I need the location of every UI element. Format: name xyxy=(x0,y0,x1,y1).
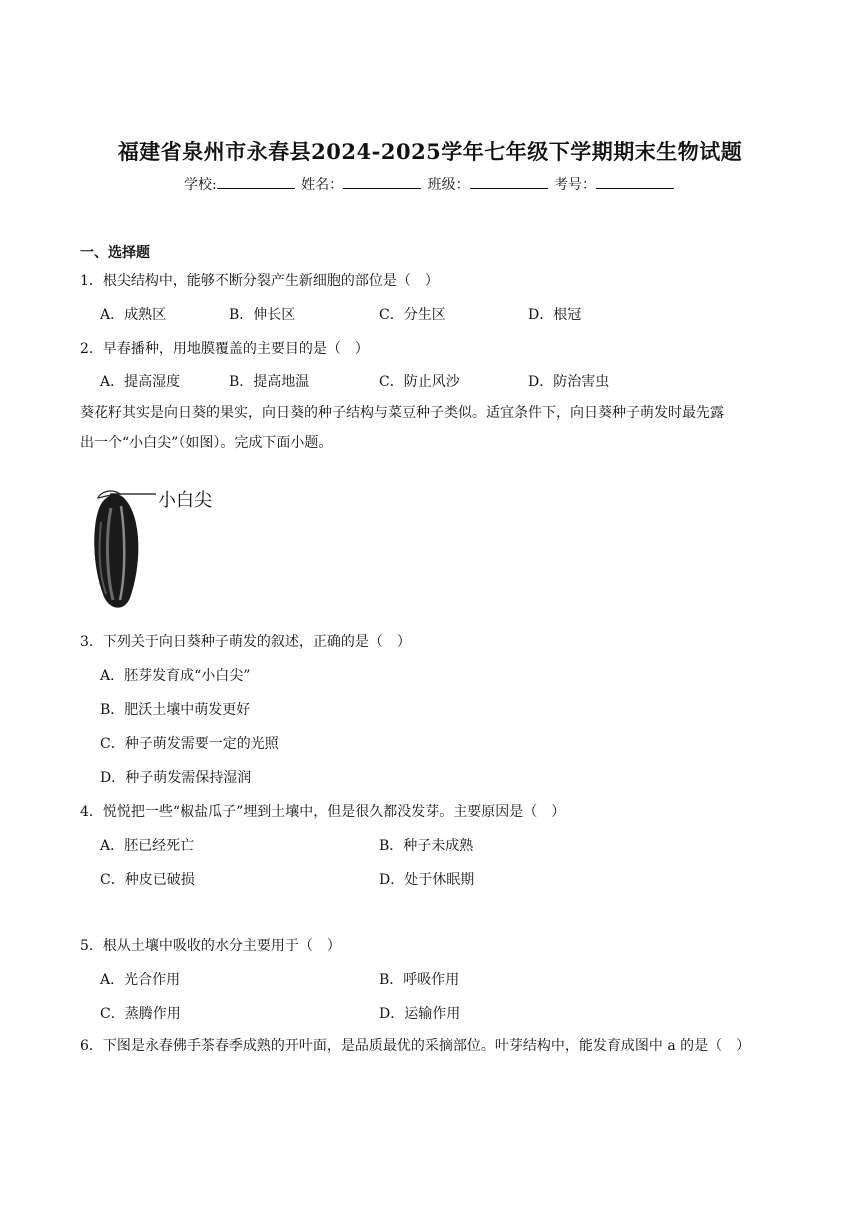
info-label-school: 学校: xyxy=(183,177,217,193)
question-5-stem: 5．根从土壤中吸收的水分主要用于（ ） xyxy=(80,938,341,954)
q3-option-b[interactable]: B．肥沃土壤中萌发更好 xyxy=(100,702,251,718)
q1-option-b[interactable]: B．伸长区 xyxy=(229,307,296,323)
figure-label-white-tip: 小白尖 xyxy=(158,490,212,511)
q4-option-c[interactable]: C．种皮已破损 xyxy=(100,872,195,888)
q2-option-b[interactable]: B．提高地温 xyxy=(229,374,310,390)
section-heading: 一、选择题 xyxy=(80,245,150,261)
sunflower-seed-figure xyxy=(84,472,234,617)
passage-line-1: 葵花籽其实是向日葵的果实，向日葵的种子结构与菜豆种子类似。适宜条件下，向日葵种子萌发时最先露 xyxy=(80,405,724,421)
student-info-line xyxy=(0,174,860,194)
q5-option-d[interactable]: D．运输作用 xyxy=(379,1006,461,1022)
question-3-stem: 3．下列关于向日葵种子萌发的叙述，正确的是（ ） xyxy=(80,634,411,650)
q3-option-c[interactable]: C．种子萌发需要一定的光照 xyxy=(100,736,279,752)
q4-option-d[interactable]: D．处于休眠期 xyxy=(379,872,475,888)
question-4-stem: 4．悦悦把一些“椒盐瓜子”埋到土壤中，但是很久都没发芽。主要原因是（ ） xyxy=(80,804,566,820)
school-blank[interactable] xyxy=(217,176,295,189)
exam-id-blank[interactable] xyxy=(596,176,674,189)
q1-option-a[interactable]: A．成熟区 xyxy=(100,307,167,323)
q1-option-c[interactable]: C．分生区 xyxy=(379,307,446,323)
q5-option-c[interactable]: C．蒸腾作用 xyxy=(100,1006,181,1022)
q2-option-c[interactable]: C．防止风沙 xyxy=(379,374,460,390)
q3-option-a[interactable]: A．胚芽发育成“小白尖” xyxy=(100,668,251,684)
q4-option-b[interactable]: B．种子未成熟 xyxy=(379,838,474,854)
name-blank[interactable] xyxy=(343,176,421,189)
q2-option-a[interactable]: A．提高湿度 xyxy=(100,374,181,390)
question-1-stem: 1．根尖结构中，能够不断分裂产生新细胞的部位是（ ） xyxy=(80,273,439,289)
q1-option-d[interactable]: D．根冠 xyxy=(528,307,582,323)
q4-option-a[interactable]: A．胚已经死亡 xyxy=(100,838,195,854)
info-label-exam-id: 考号： xyxy=(554,177,597,193)
q5-option-a[interactable]: A．光合作用 xyxy=(100,972,181,988)
question-2-stem: 2．早春播种，用地膜覆盖的主要目的是（ ） xyxy=(80,341,369,357)
info-label-name: 姓名： xyxy=(301,177,344,193)
passage-line-2: 出一个“小白尖”（如图）。完成下面小题。 xyxy=(80,435,333,451)
q3-option-d[interactable]: D．种子萌发需保持湿润 xyxy=(100,770,252,786)
q5-option-b[interactable]: B．呼吸作用 xyxy=(379,972,460,988)
question-6-stem: 6．下图是永春佛手茶春季成熟的开叶面，是品质最优的采摘部位。叶芽结构中，能发育成图中 a 的是（ ） xyxy=(80,1038,751,1054)
page-title: 福建省泉州市永春县2024-2025学年七年级下学期期末生物试题 xyxy=(117,139,743,164)
passage-text xyxy=(80,398,780,458)
info-label-class: 班级： xyxy=(427,177,470,193)
q2-option-d[interactable]: D．防治害虫 xyxy=(528,374,610,390)
class-blank[interactable] xyxy=(470,176,548,189)
